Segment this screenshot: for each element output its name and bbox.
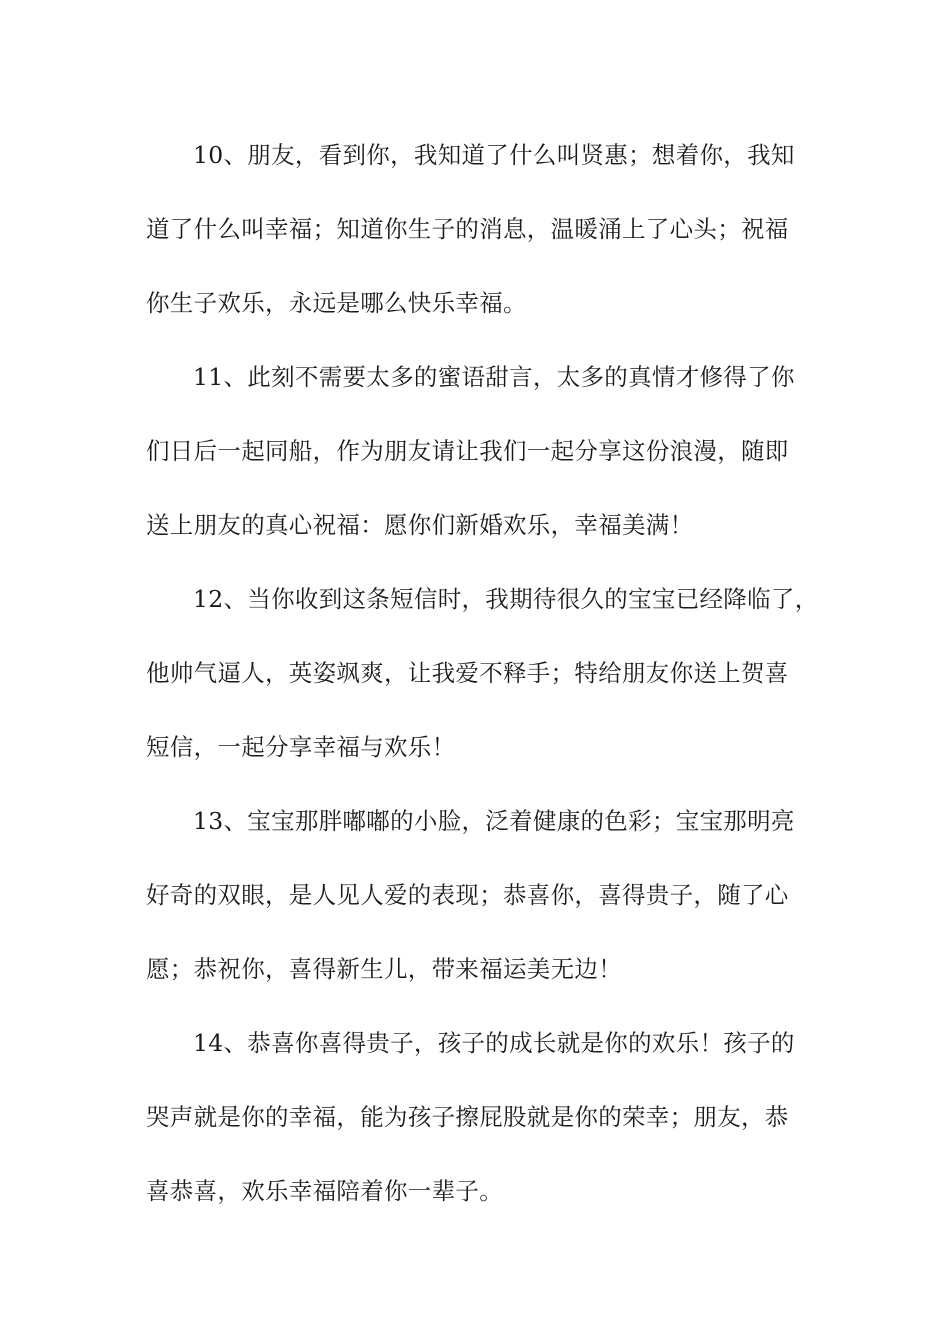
paragraph-line: 13、宝宝那胖嘟嘟的小脸，泛着健康的色彩；宝宝那明亮 (193, 807, 795, 835)
paragraph-line: 他帅气逼人，英姿飒爽，让我爱不释手；特给朋友你送上贺喜 (146, 659, 789, 687)
paragraph-line: 道了什么叫幸福；知道你生子的消息，温暖涌上了心头；祝福 (146, 215, 789, 243)
paragraph-line: 10、朋友，看到你，我知道了什么叫贤惠；想着你，我知 (193, 141, 795, 169)
paragraph-11 (146, 340, 816, 562)
paragraph-line: 送上朋友的真心祝福：愿你们新婚欢乐，幸福美满！ (146, 511, 694, 539)
paragraph-line: 哭声就是你的幸福，能为孩子擦屁股就是你的荣幸；朋友，恭 (146, 1103, 789, 1131)
paragraph-line: 14、恭喜你喜得贵子，孩子的成长就是你的欢乐！孩子的 (193, 1029, 795, 1057)
paragraph-14 (146, 1006, 816, 1228)
paragraph-line: 喜恭喜，欢乐幸福陪着你一辈子。 (146, 1177, 503, 1205)
paragraph-12 (146, 562, 819, 784)
paragraph-line: 短信，一起分享幸福与欢乐！ (146, 733, 456, 761)
paragraph-line: 12、当你收到这条短信时，我期待很久的宝宝已经降临了， (193, 585, 819, 613)
document-body (146, 118, 819, 1228)
paragraph-line: 们日后一起同船，作为朋友请让我们一起分享这份浪漫，随即 (146, 437, 789, 465)
paragraph-line: 11、此刻不需要太多的蜜语甜言，太多的真情才修得了你 (193, 363, 795, 391)
paragraph-line: 愿；恭祝你，喜得新生儿，带来福运美无边！ (146, 955, 622, 983)
paragraph-line: 好奇的双眼，是人见人爱的表现；恭喜你，喜得贵子，随了心 (146, 881, 789, 909)
paragraph-line: 你生子欢乐，永远是哪么快乐幸福。 (146, 289, 527, 317)
paragraph-10 (146, 118, 816, 340)
paragraph-13 (146, 784, 816, 1006)
